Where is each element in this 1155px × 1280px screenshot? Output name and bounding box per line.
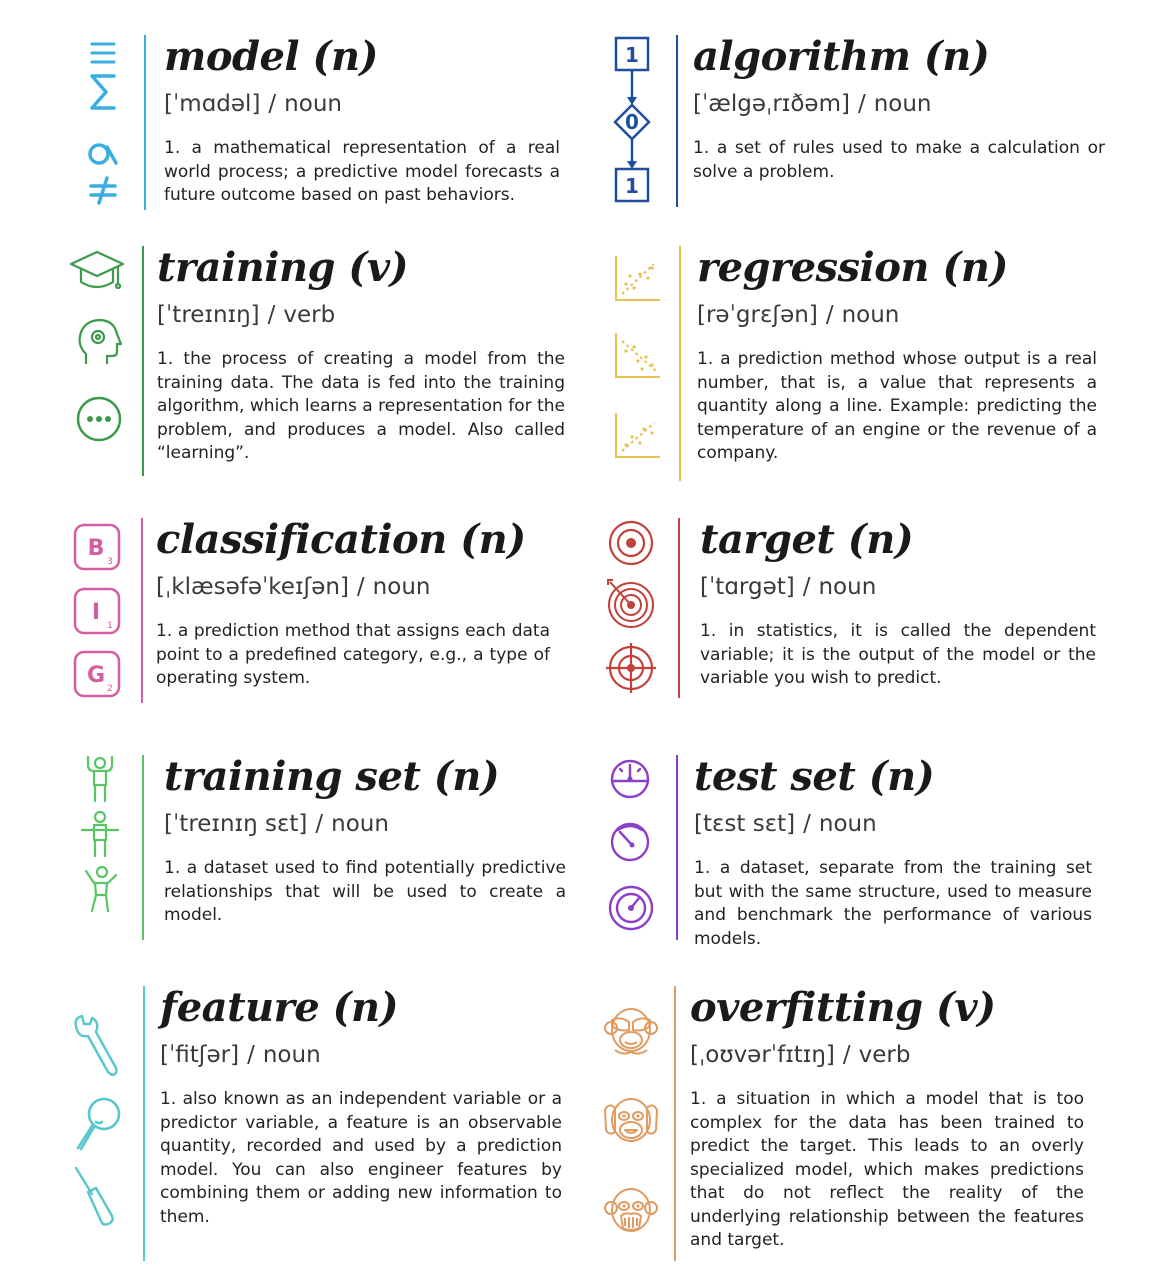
target-arrow-icon	[604, 576, 658, 630]
tile-score-i: 1	[107, 621, 113, 631]
target-definition: 1. in statistics, it is called the dependent variable; it is the output of the model or the variable you wish to predict.	[700, 621, 1096, 688]
feature-pos: noun	[262, 1042, 321, 1068]
entry-overfitting	[603, 986, 1103, 1261]
target-divider	[678, 518, 680, 698]
training-term: training (v)	[157, 244, 409, 291]
flow-label-start: 1	[625, 43, 639, 67]
test-set-term: test set (n)	[694, 753, 935, 800]
regression-pronunciation: [rəˈgrɛʃən] / noun	[697, 302, 900, 328]
entry-algorithm	[608, 35, 1108, 207]
classification-divider	[141, 518, 143, 703]
model-definition: 1. a mathematical representation of a real world process; a predictive model forecasts a future outcome based on past behaviors.	[164, 138, 560, 205]
model-pronunciation: [ˈmɑdəl] / noun	[164, 91, 342, 117]
test-set-pron: [tɛst sɛt]	[694, 811, 796, 837]
entry-model	[80, 35, 570, 210]
tile-letter-i: I	[91, 600, 101, 625]
classification-pos: noun	[372, 574, 431, 600]
classification-term: classification (n)	[156, 516, 526, 563]
training-pos: verb	[283, 302, 336, 328]
training-divider	[142, 246, 144, 476]
overfitting-pronunciation: [ˌoʊvərˈfɪtɪŋ] / verb	[690, 1042, 911, 1068]
regression-pron: [rəˈgrɛʃən]	[697, 302, 818, 328]
scatter-up-icon	[612, 411, 662, 463]
training-icons	[68, 246, 138, 476]
training-set-pos: noun	[331, 811, 389, 837]
regression-divider	[679, 246, 681, 481]
algorithm-definition: 1. a set of rules used to make a calculation or solve a problem.	[693, 138, 1105, 182]
overfitting-term: overfitting (v)	[690, 984, 996, 1031]
model-term: model (n)	[164, 33, 378, 80]
entry-feature	[70, 986, 570, 1261]
target-icons	[604, 518, 674, 698]
ellipsis-circle-icon	[74, 394, 124, 444]
tile-letter-b: B	[87, 536, 105, 561]
wrench-icon	[70, 1014, 124, 1078]
algorithm-icons	[608, 35, 678, 207]
test-set-icons	[606, 755, 676, 940]
target-pos: noun	[818, 574, 877, 600]
test-set-text	[694, 755, 1092, 951]
training-set-text	[164, 755, 566, 928]
gauge-icon	[606, 755, 654, 803]
crosshair-icon	[605, 642, 657, 694]
algorithm-text	[693, 35, 1105, 184]
person-arms-up-icon	[78, 755, 122, 803]
model-pron: [ˈmɑdəl]	[164, 91, 261, 117]
overfitting-definition: 1. a situation in which a model that is too complex for the data has been trained to predict the target. This leads to an overly specialized model, which makes predictions that do not reflect the reality of the underlying relationship between the features and target.	[690, 1089, 1084, 1250]
test-set-divider	[676, 755, 678, 940]
training-definition: 1. the process of creating a model from the training data. The data is fed into the training algorithm, which learns a representation for the problem, and produces a model. Also called “learning”.	[157, 349, 565, 463]
overfitting-text	[690, 986, 1084, 1253]
classification-pronunciation: [ˌklæsəfəˈkeɪʃən] / noun	[156, 574, 431, 600]
regression-icons	[608, 246, 678, 481]
entry-regression	[608, 246, 1108, 481]
training-set-icons	[78, 755, 148, 940]
regression-text	[697, 246, 1097, 466]
overfitting-icons	[603, 986, 673, 1261]
model-text	[164, 35, 560, 208]
feature-term: feature (n)	[160, 984, 399, 1031]
entry-target	[604, 518, 1104, 698]
entry-training-set	[78, 755, 578, 940]
flow-label-end: 1	[625, 174, 639, 198]
target-pron: [ˈtɑrgət]	[700, 574, 795, 600]
gauge-icon	[606, 883, 656, 933]
algorithm-pos: noun	[873, 91, 932, 117]
algorithm-divider	[676, 35, 678, 207]
alpha-icon	[86, 139, 120, 169]
test-set-definition: 1. a dataset, separate from the training set but with the same structure, used to measure and benchmark the performance of various models.	[694, 858, 1092, 949]
classification-pron: [ˌklæsəfəˈkeɪʃən]	[156, 574, 349, 600]
training-set-divider	[142, 755, 144, 940]
algorithm-term: algorithm (n)	[693, 33, 990, 80]
test-set-pos: noun	[818, 811, 877, 837]
target-term: target (n)	[700, 516, 914, 563]
classification-definition: 1. a prediction method that assigns each data point to a predefined category, e.g., a type of operating system.	[156, 621, 550, 688]
not-equal-icon	[86, 175, 120, 205]
training-set-pron: [ˈtreɪnɪŋ sɛt]	[164, 811, 308, 837]
test-set-pronunciation: [tɛst sɛt] / noun	[694, 811, 877, 837]
gauge-icon	[606, 818, 654, 866]
regression-pos: noun	[841, 302, 900, 328]
sigma-icon	[86, 72, 120, 112]
screwdriver-icon	[70, 1164, 124, 1228]
tile-score-b: 3	[107, 557, 113, 567]
entry-test-set	[606, 753, 1106, 949]
letter-tile-icon	[72, 522, 122, 572]
feature-text	[160, 986, 562, 1229]
tile-score-g: 2	[107, 684, 113, 694]
classification-icons	[72, 518, 142, 703]
tile-letter-g: G	[86, 663, 106, 688]
scatter-down-icon	[612, 331, 662, 383]
model-divider	[144, 35, 146, 210]
magnifier-icon	[72, 1096, 126, 1156]
algorithm-pron: [ˈælgəˌrɪðəm]	[693, 91, 850, 117]
graduation-cap-icon	[68, 246, 126, 294]
training-set-pronunciation: [ˈtreɪnɪŋ sɛt] / noun	[164, 811, 389, 837]
regression-term: regression (n)	[697, 244, 1008, 291]
training-pronunciation: [ˈtreɪnɪŋ] / verb	[157, 302, 336, 328]
classification-text	[156, 518, 550, 691]
feature-divider	[143, 986, 145, 1261]
model-pos: noun	[284, 91, 342, 117]
letter-tile-icon	[72, 586, 122, 636]
feature-pron: [ˈfitʃər]	[160, 1042, 240, 1068]
model-icons	[80, 35, 150, 210]
head-gear-icon	[74, 316, 124, 368]
monkey-hear-no-evil-icon	[603, 1092, 659, 1148]
feature-pronunciation: [ˈfitʃər] / noun	[160, 1042, 321, 1068]
person-running-icon	[78, 865, 122, 913]
overfitting-pron: [ˌoʊvərˈfɪtɪŋ]	[690, 1042, 835, 1068]
entry-classification	[72, 518, 572, 703]
entry-training	[68, 246, 568, 476]
training-text	[157, 246, 565, 466]
training-set-definition: 1. a dataset used to find potentially predictive relationships that will be used to create a model.	[164, 858, 566, 925]
monkey-speak-no-evil-icon	[603, 1182, 659, 1238]
feature-icons	[70, 986, 140, 1261]
overfitting-divider	[674, 986, 676, 1261]
flow-label-decision: 0	[625, 110, 639, 134]
training-pron: [ˈtreɪnɪŋ]	[157, 302, 260, 328]
regression-definition: 1. a prediction method whose output is a real number, that is, a value that represents a quantity along a line. Example: predicting the temperature of an engine or the revenue of a company.	[697, 349, 1097, 463]
letter-tile-icon	[72, 649, 122, 699]
scatter-up-icon	[612, 254, 662, 306]
equals-icon	[86, 41, 120, 65]
monkey-see-no-evil-icon	[603, 1002, 659, 1058]
feature-definition: 1. also known as an independent variable or a predictor variable, a feature is an observable quantity, recorded and used by a prediction model. You can also engineer features by combining them or adding new information to them.	[160, 1089, 562, 1227]
flowchart-icon	[608, 35, 658, 207]
target-pronunciation: [ˈtɑrgət] / noun	[700, 574, 877, 600]
target-icon	[606, 518, 656, 568]
overfitting-pos: verb	[858, 1042, 911, 1068]
algorithm-pronunciation: [ˈælgəˌrɪðəm] / noun	[693, 91, 932, 117]
training-set-term: training set (n)	[164, 753, 500, 800]
person-standing-icon	[78, 810, 122, 858]
target-text	[700, 518, 1096, 691]
